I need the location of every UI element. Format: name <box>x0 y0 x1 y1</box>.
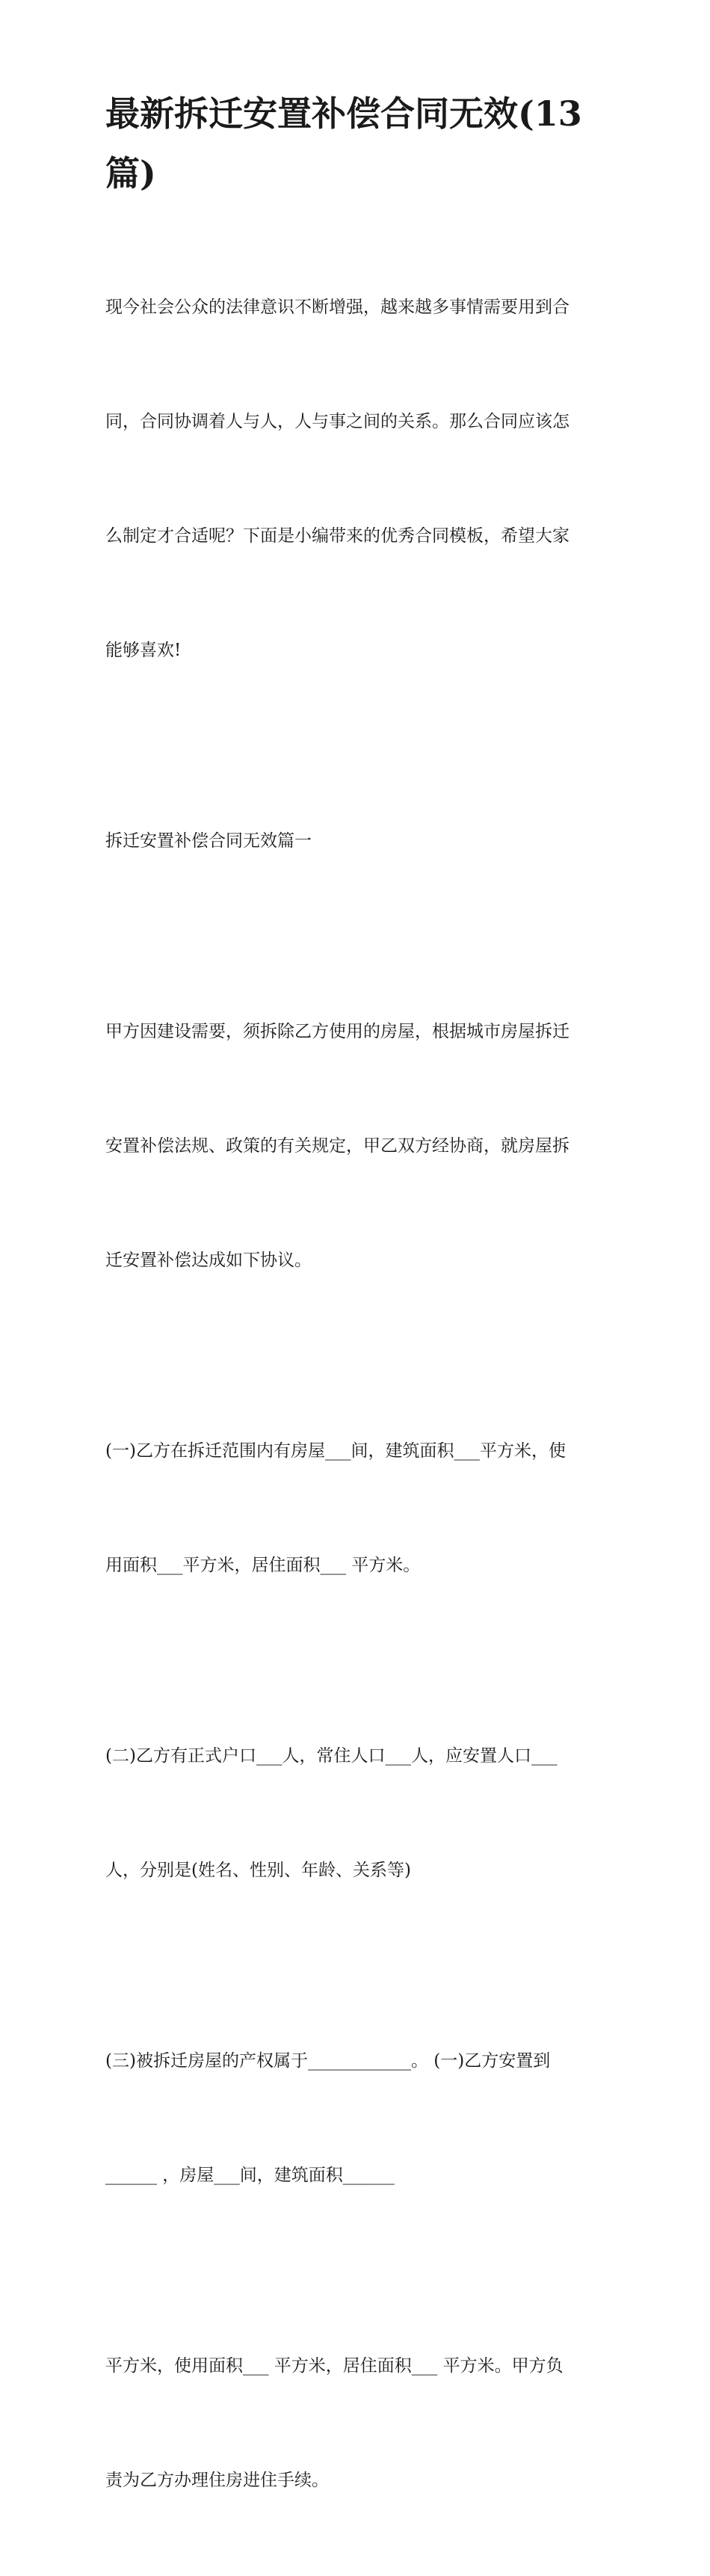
text-line: 用面积___平方米，居住面积___ 平方米。 <box>105 1556 421 1575</box>
title-line: 篇) <box>105 153 156 194</box>
text-line: 迁安置补偿达成如下协议。 <box>105 1251 312 1270</box>
text-line: (一)乙方在拆迁范围内有房屋___间，建筑面积___平方米，使 <box>105 1441 566 1461</box>
document-content <box>105 84 610 2576</box>
text-line: 同，合同协调着人与人，人与事之间的关系。那么合同应该怎 <box>105 412 569 431</box>
text-line: 责为乙方办理住房进住手续。 <box>105 2471 329 2490</box>
clause-paragraph <box>105 1661 610 1966</box>
section-heading <box>105 746 610 937</box>
text-line: 平方米，使用面积___ 平方米，居住面积___ 平方米。甲方负 <box>105 2356 564 2376</box>
text-line: 能够喜欢! <box>105 641 182 660</box>
body-paragraph <box>105 937 610 1356</box>
intro-paragraph <box>105 212 610 746</box>
text-line: 拆迁安置补偿合同无效篇一 <box>105 831 312 851</box>
text-line: 现今社会公众的法律意识不断增强，越来越多事情需要用到合 <box>105 298 569 317</box>
document-title <box>105 84 610 203</box>
text-line: (三)被拆迁房屋的产权属于____________。 (一)乙方安置到 <box>105 2051 551 2071</box>
text-line: ______ ，房屋___间，建筑面积______ <box>105 2166 395 2185</box>
text-line: (二)乙方有正式户口___人，常住人口___人，应安置人口___ <box>105 1746 558 1766</box>
clause-paragraph <box>105 2271 610 2576</box>
clause-paragraph <box>105 1966 610 2271</box>
title-line: 最新拆迁安置补偿合同无效(13 <box>105 93 582 134</box>
clause-paragraph <box>105 1356 610 1661</box>
text-line: 甲方因建设需要，须拆除乙方使用的房屋，根据城市房屋拆迁 <box>105 1022 569 1041</box>
text-line: 么制定才合适呢？下面是小编带来的优秀合同模板，希望大家 <box>105 526 569 546</box>
text-line: 人，分别是(姓名、性别、年龄、关系等) <box>105 1861 411 1880</box>
text-line: 安置补偿法规、政策的有关规定，甲乙双方经协商，就房屋拆 <box>105 1136 569 1156</box>
